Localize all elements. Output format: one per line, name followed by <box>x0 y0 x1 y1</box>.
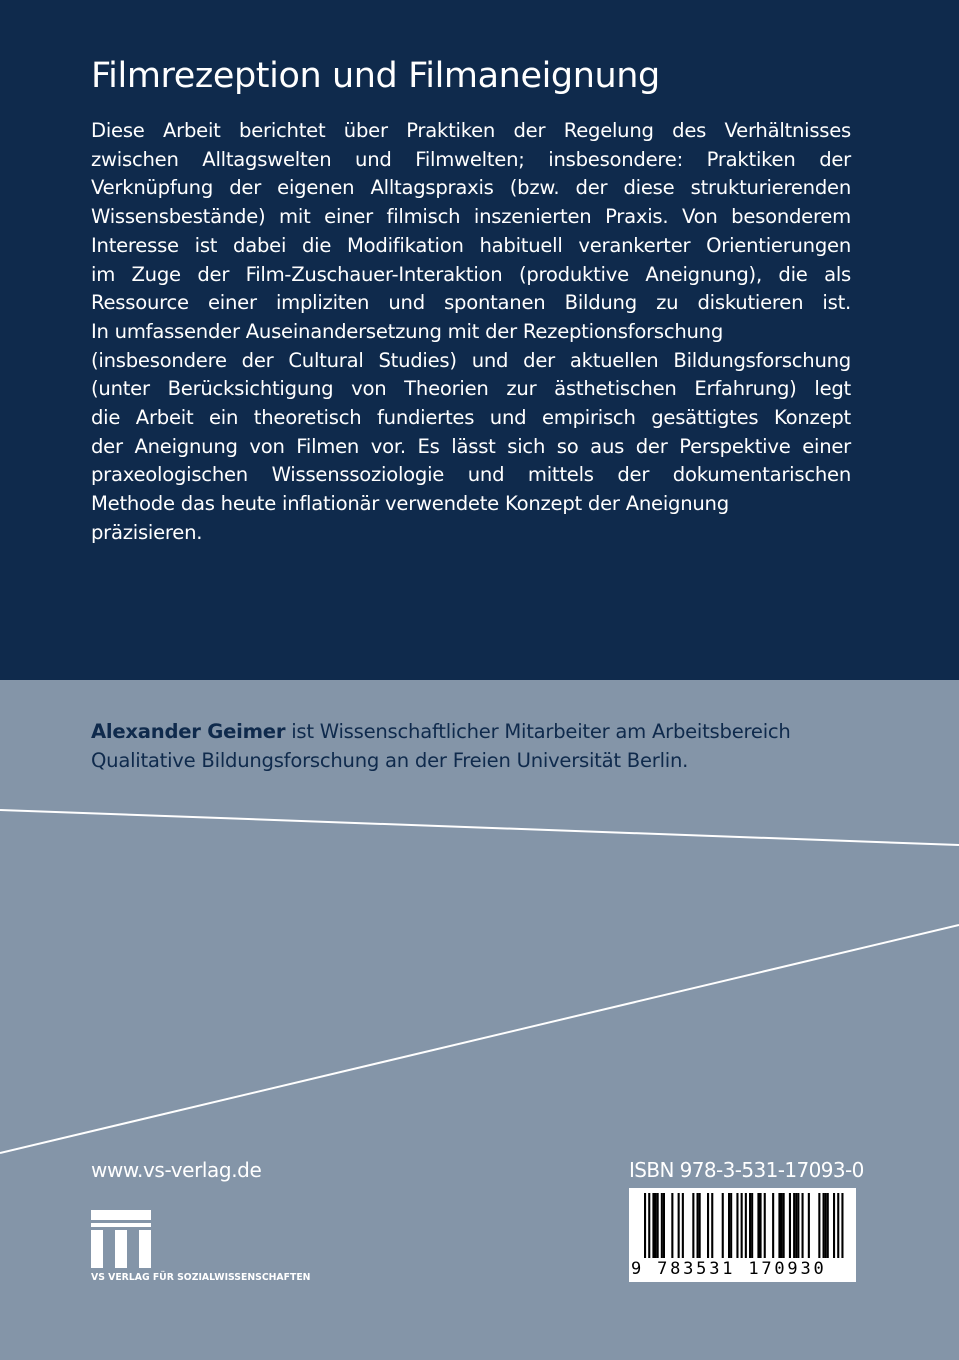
barcode <box>629 1188 856 1282</box>
description-line: zwischen Alltagswelten und Filmwelten; insbesondere: Praktiken der <box>91 147 851 171</box>
barcode-bar <box>697 1193 699 1259</box>
description-line: im Zuge der Film-Zuschauer-Interaktion (produktive Aneignung), die als <box>91 262 851 286</box>
description-line: (insbesondere der Cultural Studies) und der aktuellen Bildungsforschung <box>91 348 851 372</box>
barcode-bar <box>678 1193 680 1259</box>
barcode-bar <box>772 1193 774 1259</box>
description-line: Ressource einer impliziten und spontanen Bildung zu diskutieren ist. <box>91 291 851 315</box>
vs-verlag-logo-icon <box>91 1210 151 1268</box>
description-line: praxeologischen Wissenssoziologie und mittels der dokumentarischen <box>91 463 851 487</box>
barcode-bar <box>789 1193 791 1259</box>
barcode-bar <box>707 1193 709 1259</box>
barcode-bar <box>728 1193 730 1259</box>
barcode-bar <box>661 1193 663 1259</box>
barcode-bar <box>711 1193 713 1259</box>
description-line: der Aneignung von Filmen vor. Es lässt sich so aus der Perspektive einer <box>91 434 851 458</box>
author-bio-line <box>91 718 891 747</box>
description-line: Diese Arbeit berichtet über Praktiken der Regelung des Verhältnisses <box>91 119 851 142</box>
barcode-bar <box>818 1193 820 1259</box>
publisher-website[interactable]: www.vs-verlag.de <box>91 1158 262 1182</box>
barcode-bar <box>730 1193 732 1259</box>
barcode-bar <box>778 1193 780 1259</box>
barcode-bar <box>751 1193 753 1259</box>
publisher-name: VS VERLAG FÜR SOZIALWISSENSCHAFTEN <box>91 1272 311 1283</box>
barcode-bar <box>797 1193 799 1259</box>
barcode-bar <box>825 1193 827 1259</box>
description-line: präzisieren. <box>91 520 203 544</box>
description-line: die Arbeit ein theoretisch fundiertes und empirisch gesättigtes Konzept <box>91 406 851 430</box>
publisher-logo <box>91 1210 331 1290</box>
barcode-bar <box>793 1193 795 1259</box>
author-bio <box>91 718 891 775</box>
barcode-bar <box>783 1193 785 1259</box>
barcode-bar <box>692 1193 694 1259</box>
barcode-bar <box>757 1193 759 1259</box>
description-line: Interesse ist dabei die Modifikation habituell verankerter Orientierungen <box>91 233 851 257</box>
barcode-bar <box>749 1193 751 1259</box>
barcode-bar <box>682 1193 684 1259</box>
barcode-bar <box>722 1193 724 1259</box>
barcode-bar <box>663 1193 665 1259</box>
description-line: Methode das heute inflationär verwendete Konzept der Aneignung <box>91 492 729 516</box>
description-line: In umfassender Auseinandersetzung mit der Rezeptionsforschung <box>91 319 724 343</box>
barcode-bar <box>764 1193 766 1259</box>
description-line: Verknüpfung der eigenen Alltagspraxis (bzw. der diese strukturierenden <box>91 176 851 200</box>
barcode-bar <box>802 1193 804 1259</box>
book-description <box>91 117 851 548</box>
barcode-bar <box>736 1193 738 1259</box>
description-line: Wissensbestände) mit einer filmisch inszenierten Praxis. Von besonderem <box>91 205 851 229</box>
author-bio-text: ist Wissenschaftlicher Mitarbeiter am Arbeitsbereich <box>285 720 791 743</box>
author-name: Alexander Geimer <box>91 720 286 743</box>
barcode-bar <box>827 1193 829 1259</box>
barcode-bar <box>657 1193 659 1259</box>
isbn-label: ISBN 978-3-531-17093-0 <box>629 1158 864 1182</box>
barcode-digits: 9 783531 170930 <box>631 1258 854 1280</box>
barcode-bar <box>808 1193 810 1259</box>
barcode-bar <box>823 1193 825 1259</box>
barcode-bar <box>833 1193 835 1259</box>
barcode-bar <box>655 1193 657 1259</box>
author-bio-line: Qualitative Bildungsforschung an der Freien Universität Berlin. <box>91 748 689 772</box>
barcode-bar <box>795 1193 797 1259</box>
barcode-bar <box>671 1193 673 1259</box>
barcode-bar <box>699 1193 701 1259</box>
barcode-bar <box>760 1193 762 1259</box>
book-title: Filmrezeption und Filmaneignung <box>91 56 660 96</box>
barcode-bar <box>781 1193 783 1259</box>
description-line: (unter Berücksichtigung von Theorien zur ästhetischen Erfahrung) legt <box>91 377 851 401</box>
barcode-bar <box>652 1193 654 1259</box>
